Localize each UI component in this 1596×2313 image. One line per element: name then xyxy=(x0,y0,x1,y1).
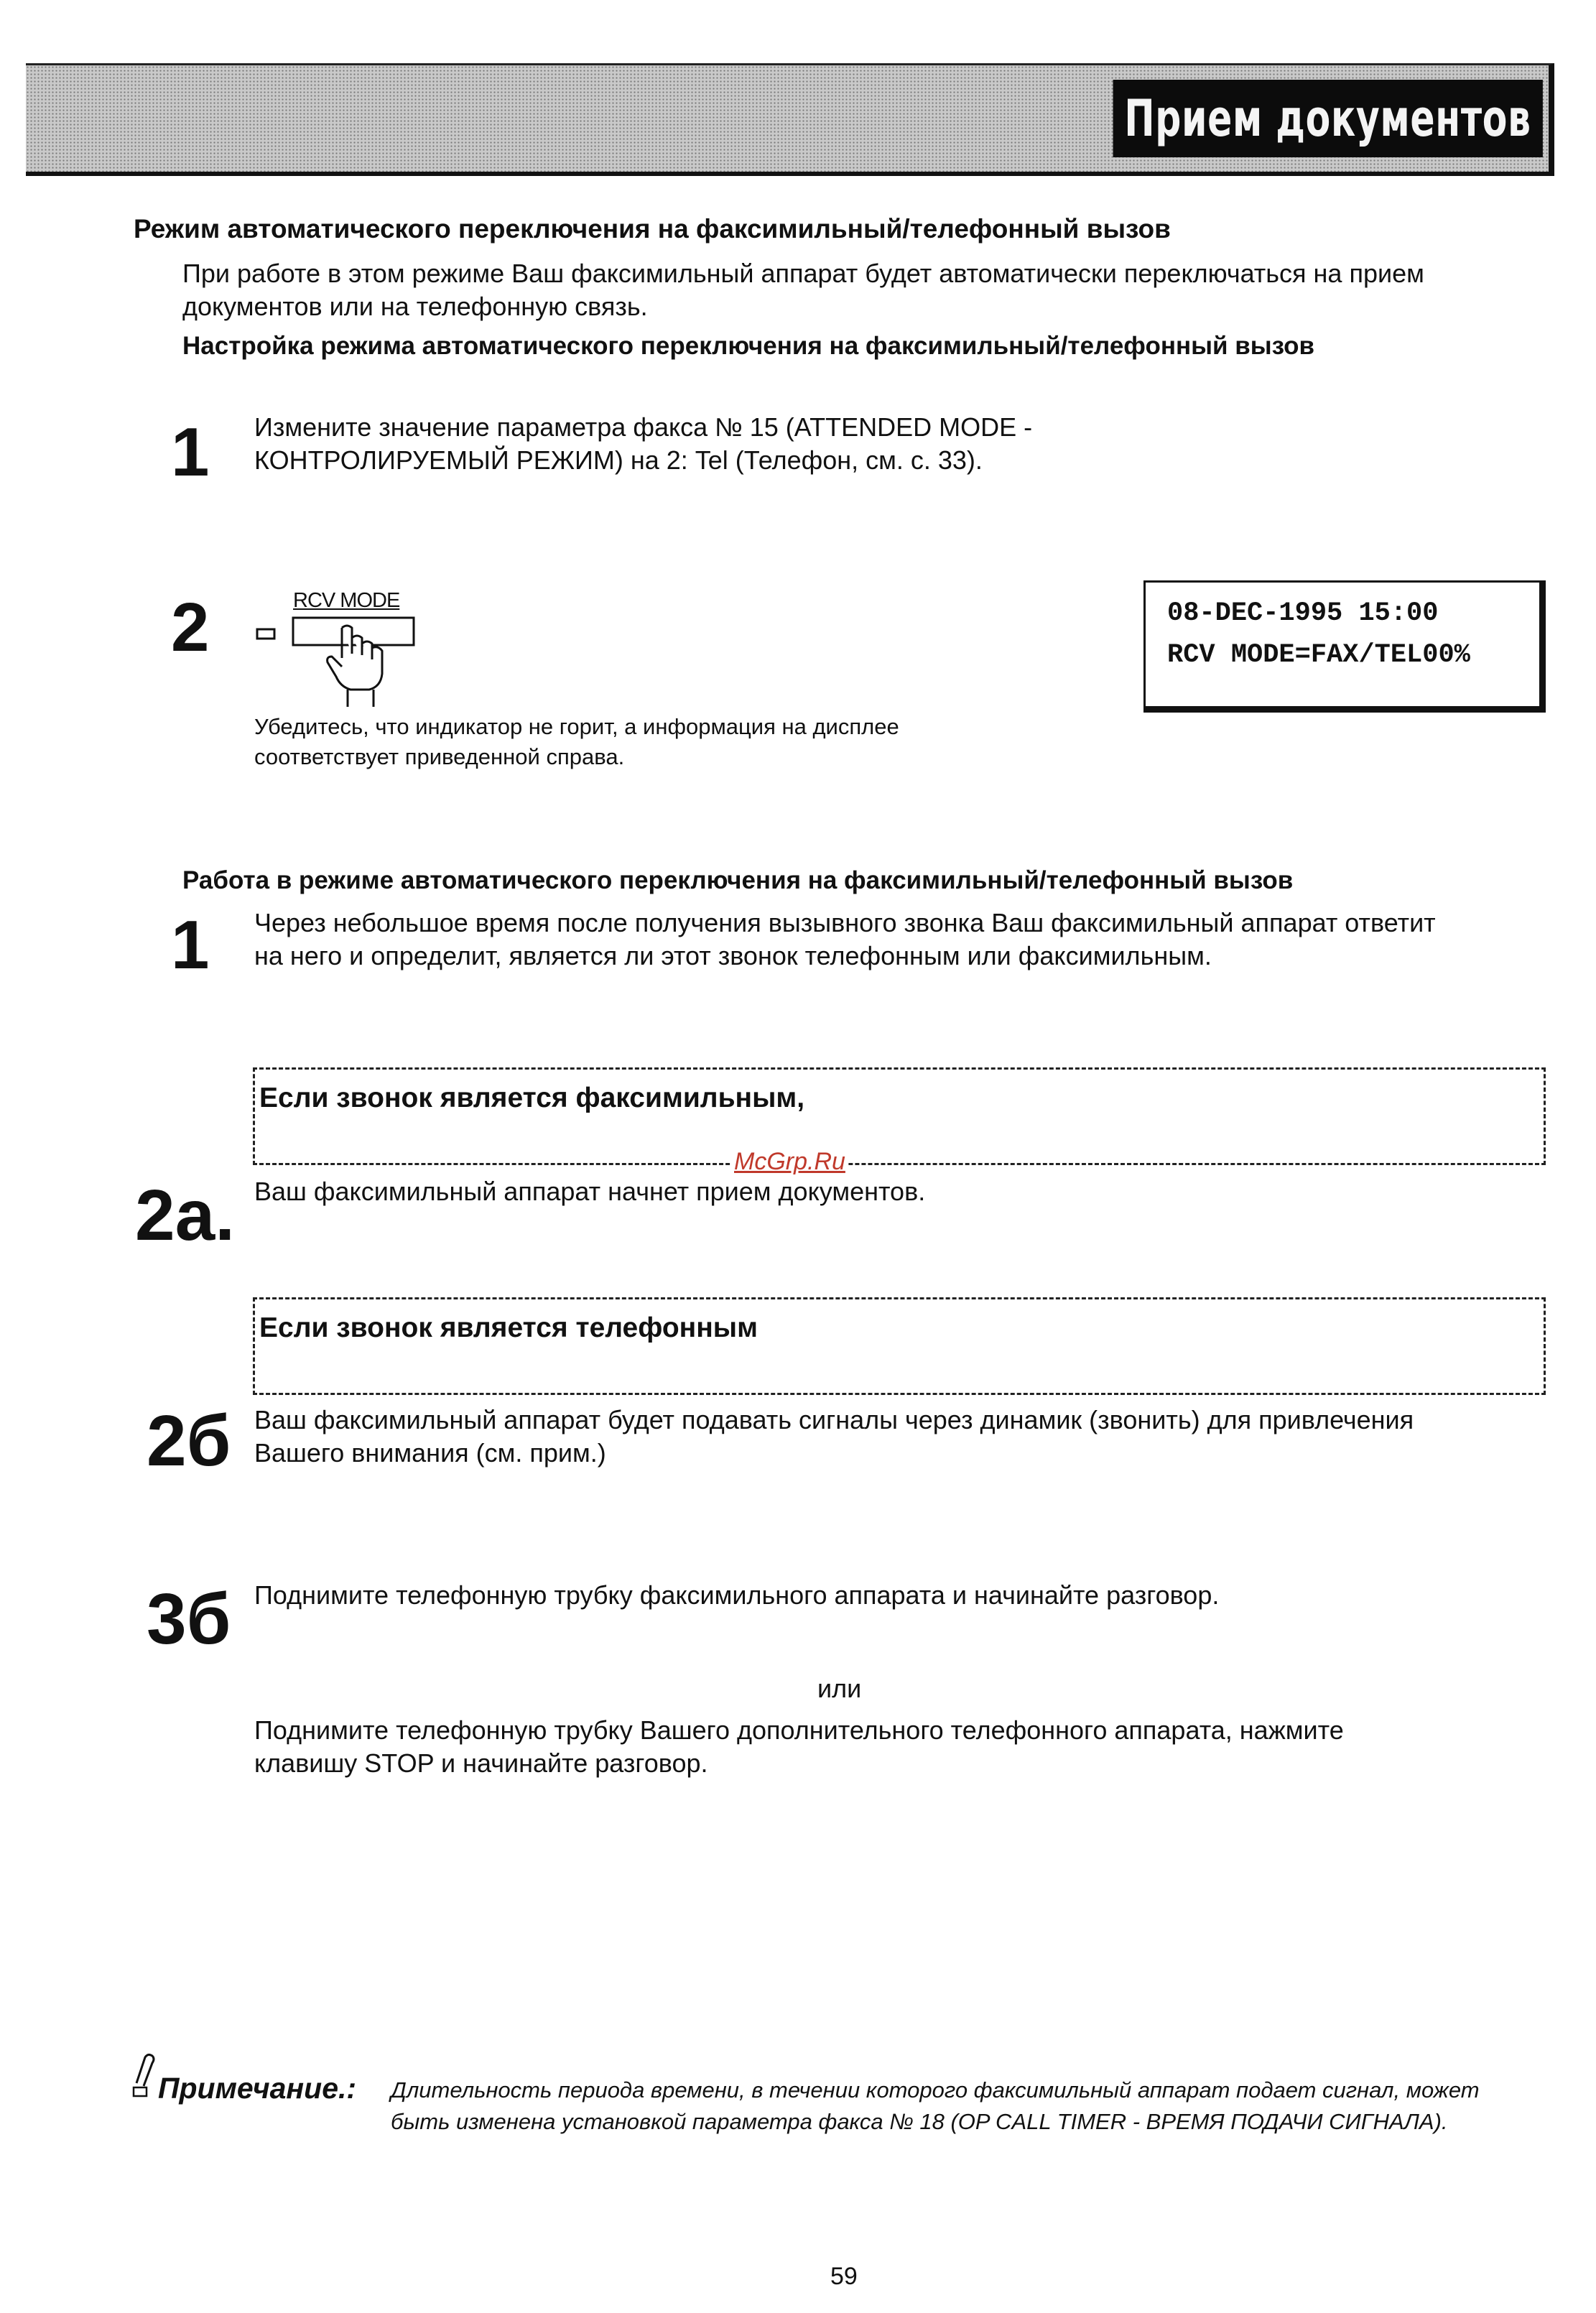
telephone-call-box xyxy=(253,1297,1546,1395)
note-line-1: Длительность периода времени, в течении которого факсимильный аппарат подает сигнал, может xyxy=(391,2077,1480,2103)
note-label: Примечание.: xyxy=(158,2072,357,2105)
rcv-mode-key-label: RCV MODE xyxy=(293,589,400,612)
setup-step-2-caption-2: соответствует приведенной справа. xyxy=(254,744,625,769)
lcd-line-2: RCV MODE=FAX/TEL00% xyxy=(1167,640,1470,670)
step-2a-number: 2a. xyxy=(135,1175,236,1256)
page-number: 59 xyxy=(830,2263,858,2290)
operation-step-1-line-1: Через небольшое время после получения вызывного звонка Ваш факсимильный аппарат ответит xyxy=(254,908,1436,937)
setup-step-2-caption-1: Убедитесь, что индикатор не горит, а информация на дисплее xyxy=(254,714,899,739)
section-title: Режим автоматического переключения на факсимильный/телефонный вызов xyxy=(134,214,1171,244)
step-2b-line-2: Вашего внимания (см. прим.) xyxy=(254,1438,606,1468)
step-2b-number: 2б xyxy=(147,1401,231,1481)
operation-title: Работа в режиме автоматического переключения на факсимильный/телефонный вызов xyxy=(182,866,1294,894)
header-banner xyxy=(26,63,1554,176)
step-2b-line-1: Ваш факсимильный аппарат будет подавать сигналы через динамик (звонить) для привлечения xyxy=(254,1405,1414,1434)
fax-call-box xyxy=(253,1067,1546,1165)
rcv-mode-key-illustration xyxy=(256,588,428,710)
step-3b-alt-line-2: клавишу STOP и начинайте разговор. xyxy=(254,1748,708,1778)
lcd-display xyxy=(1143,580,1546,713)
watermark: McGrp.Ru xyxy=(731,1148,848,1176)
step-3b-or: или xyxy=(817,1674,862,1703)
intro-line-2: документов или на телефонную связь. xyxy=(182,292,648,321)
setup-step-1-number: 1 xyxy=(171,414,210,491)
lcd-line-1: 08-DEC-1995 15:00 xyxy=(1167,598,1439,629)
setup-step-2-number: 2 xyxy=(171,589,210,666)
note-line-2: быть изменена установкой параметра факса № 18 (OP CALL TIMER - ВРЕМЯ ПОДАЧИ СИГНАЛА). xyxy=(391,2109,1448,2134)
intro-line-1: При работе в этом режиме Ваш факсимильный аппарат будет автоматически переключаться на прием xyxy=(182,259,1424,288)
operation-step-1-line-2: на него и определит, является ли этот звонок телефонным или факсимильным. xyxy=(254,941,1212,970)
fax-call-box-label: Если звонок является факсимильным, xyxy=(259,1083,805,1113)
setup-step-1-line-1: Измените значение параметра факса № 15 (ATTENDED MODE - xyxy=(254,412,1033,442)
hand-pressing-key-icon xyxy=(256,588,428,710)
step-3b-alt-line-1: Поднимите телефонную трубку Вашего дополнительного телефонного аппарата, нажмите xyxy=(254,1715,1344,1745)
page-title: Прием документов xyxy=(1113,80,1543,157)
step-3b-number: 3б xyxy=(147,1579,231,1659)
step-3b-text: Поднимите телефонную трубку факсимильного аппарата и начинайте разговор. xyxy=(254,1580,1220,1610)
setup-step-1-line-2: КОНТРОЛИРУЕМЫЙ РЕЖИМ) на 2: Tel (Телефон, см. с. 33). xyxy=(254,445,983,475)
operation-step-1-number: 1 xyxy=(171,907,210,983)
setup-title: Настройка режима автоматического переключения на факсимильный/телефонный вызов xyxy=(182,332,1315,360)
telephone-call-box-label: Если звонок является телефонным xyxy=(259,1312,758,1343)
step-2a-text: Ваш факсимильный аппарат начнет прием документов. xyxy=(254,1177,926,1206)
